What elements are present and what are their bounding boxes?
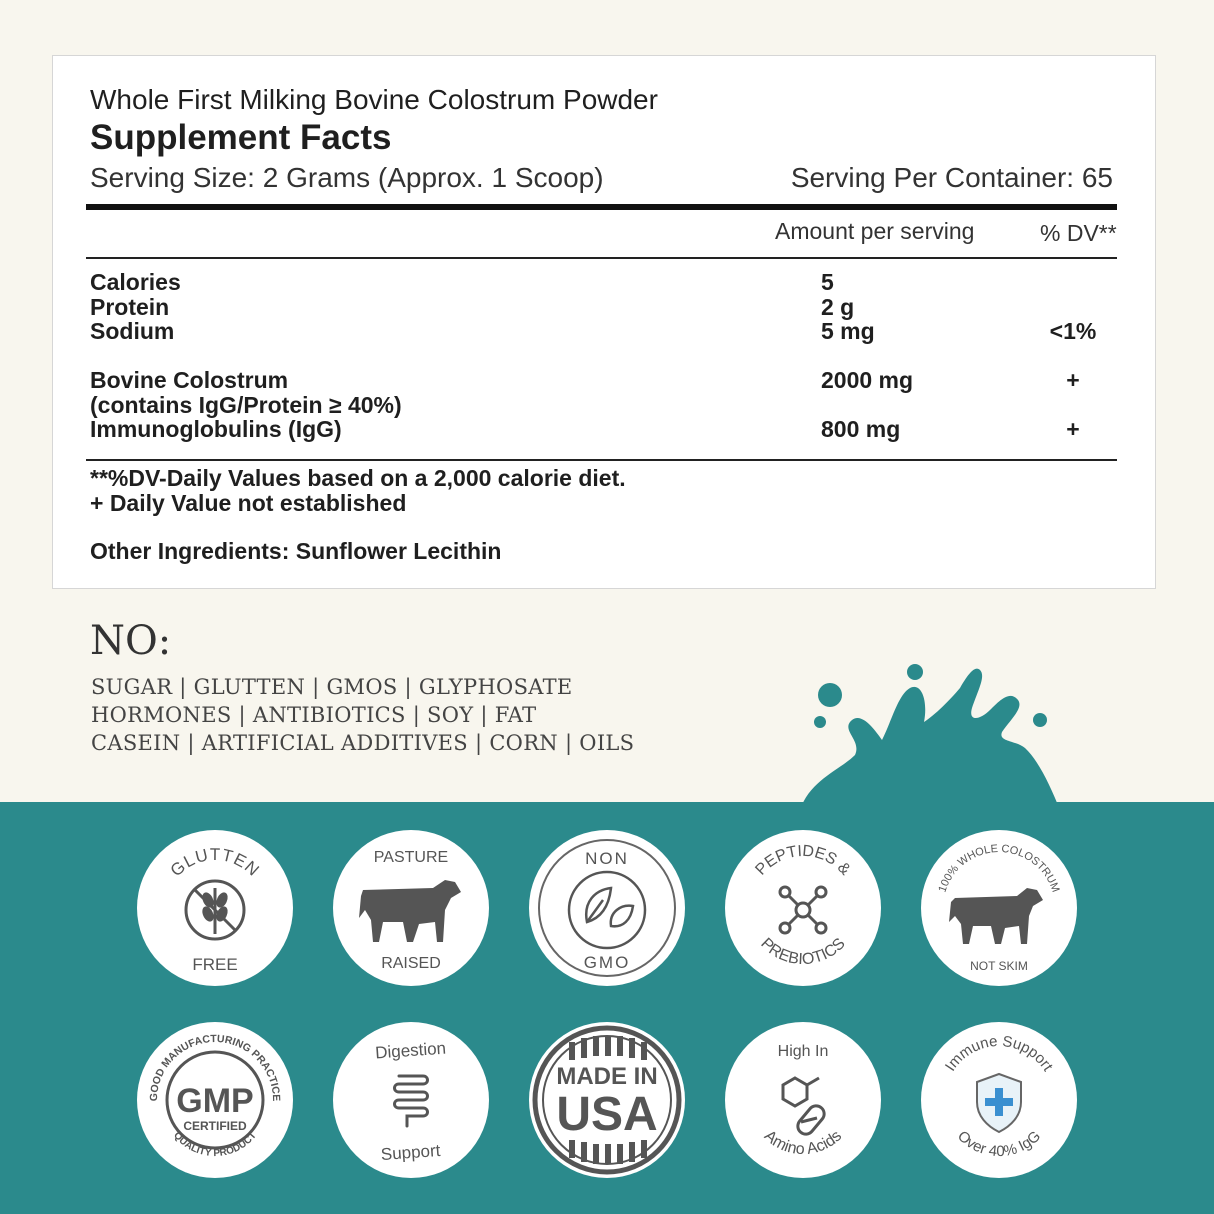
- badge-gluten-free: [137, 830, 293, 986]
- row-dv: <1%: [1049, 318, 1097, 344]
- row-amount: 5 mg: [821, 318, 875, 344]
- servings-per-container: Serving Per Container: 65: [790, 162, 1113, 193]
- svg-text:GLUTTEN: [167, 845, 264, 880]
- svg-text:PREBIOTICS: [757, 935, 848, 968]
- svg-text:QUALITY PRODUCT: [171, 1130, 259, 1159]
- badge-bottom-label: Amino Acids: [760, 1127, 846, 1159]
- badge-digestion-support: [333, 1022, 489, 1178]
- dv-header: % DV**: [1040, 220, 1117, 246]
- badge-whole-colostrum: [921, 830, 1077, 986]
- svg-text:Immune Support: [942, 1033, 1057, 1075]
- footnote-plus: + Daily Value not established: [90, 490, 407, 516]
- row-dv: +: [1066, 416, 1080, 442]
- row-amount: 800 mg: [821, 416, 901, 442]
- badge-bottom-label: FREE: [192, 955, 238, 974]
- product-name: Whole First Milking Bovine Colostrum Powder: [90, 84, 658, 115]
- thick-divider: [86, 204, 1117, 210]
- header-divider: [86, 257, 1117, 259]
- badge-bottom-label: Support: [380, 1140, 441, 1165]
- row-dv: +: [1066, 367, 1080, 393]
- footer-divider: [86, 459, 1117, 461]
- wheat-crossed-icon: [186, 881, 244, 939]
- cow-icon: [949, 888, 1043, 944]
- badge-top-label: High In: [777, 1043, 829, 1060]
- badge-bottom-label: RAISED: [381, 955, 441, 972]
- badge-non-gmo: [529, 830, 685, 986]
- milk-splash-graphic: [800, 660, 1060, 810]
- badge-top-label: PEPTIDES &: [752, 842, 854, 879]
- row-name: Immunoglobulins (IgG): [90, 416, 342, 442]
- badge-top-label: PASTURE: [373, 849, 449, 866]
- leaf-icon: [569, 872, 645, 948]
- amino-capsule-icon: [783, 1078, 827, 1137]
- cow-icon: [359, 880, 461, 942]
- serving-size: Serving Size: 2 Grams (Approx. 1 Scoop): [90, 162, 604, 193]
- badge-bottom-label: Over 40% IgG: [954, 1127, 1044, 1161]
- row-name: Protein: [90, 294, 170, 320]
- amount-header: Amount per serving: [775, 218, 975, 244]
- row-amount: 2 g: [821, 294, 855, 320]
- badge-top-label: GOOD MANUFACTURING PRACTICE: [147, 1032, 283, 1102]
- supplement-facts-panel: [52, 55, 1156, 589]
- badge-top-label: Immune Support: [941, 1032, 1057, 1075]
- badge-amino-acids: [725, 1022, 881, 1178]
- badge-top-label: NON: [585, 849, 629, 868]
- row-amount: 5: [821, 269, 834, 295]
- badge-peptides-prebiotics: [725, 830, 881, 986]
- badge-gmp-certified: [137, 1022, 293, 1178]
- badge-immune-support: [921, 1022, 1077, 1178]
- free-from-title: NO:: [90, 618, 172, 664]
- badge-sub-label: CERTIFIED: [183, 1119, 247, 1133]
- usa-label: USA: [556, 1088, 658, 1141]
- row-name: (contains IgG/Protein ≥ 40%): [90, 392, 402, 418]
- row-name: Bovine Colostrum: [90, 367, 289, 393]
- badge-pasture-raised: [333, 830, 489, 986]
- badge-top-label: GLUTTEN: [166, 844, 264, 881]
- free-from-line: HORMONES | ANTIBIOTICS | SOY | FAT: [91, 703, 537, 727]
- badge-top-label: 100% WHOLE COLOSTRUM: [936, 842, 1062, 894]
- molecule-icon: [780, 887, 826, 933]
- row-amount: 2000 mg: [821, 367, 914, 393]
- badge-made-in-usa: [529, 1022, 685, 1178]
- badge-bottom-label: QUALITY PRODUCT: [171, 1130, 259, 1160]
- free-from-line: SUGAR | GLUTTEN | GMOS | GLYPHOSATE: [91, 675, 573, 699]
- badge-bottom-label: NOT SKIM: [970, 959, 1028, 973]
- intestine-icon: [395, 1076, 428, 1126]
- badge-bottom-label: PREBIOTICS: [757, 935, 849, 969]
- row-name: Sodium: [90, 318, 175, 344]
- svg-text:100% WHOLE COLOSTRUM: [936, 843, 1061, 894]
- usa-seal-icon: MADE IN: [556, 1063, 658, 1090]
- panel-title: Supplement Facts: [90, 118, 392, 157]
- svg-text:PEPTIDES &: [752, 843, 853, 879]
- badge-top-label: Digestion: [374, 1038, 447, 1063]
- row-name: Calories: [90, 269, 181, 295]
- free-from-line: CASEIN | ARTIFICIAL ADDITIVES | CORN | OILS: [91, 731, 635, 755]
- badge-bottom-label: GMO: [583, 953, 631, 972]
- footnote-dv: **%DV-Daily Values based on a 2,000 calorie diet.: [90, 465, 626, 491]
- other-ingredients: Other Ingredients: Sunflower Lecithin: [90, 538, 502, 564]
- gmp-seal-icon: GMP: [176, 1082, 254, 1120]
- shield-cross-icon: [977, 1074, 1021, 1132]
